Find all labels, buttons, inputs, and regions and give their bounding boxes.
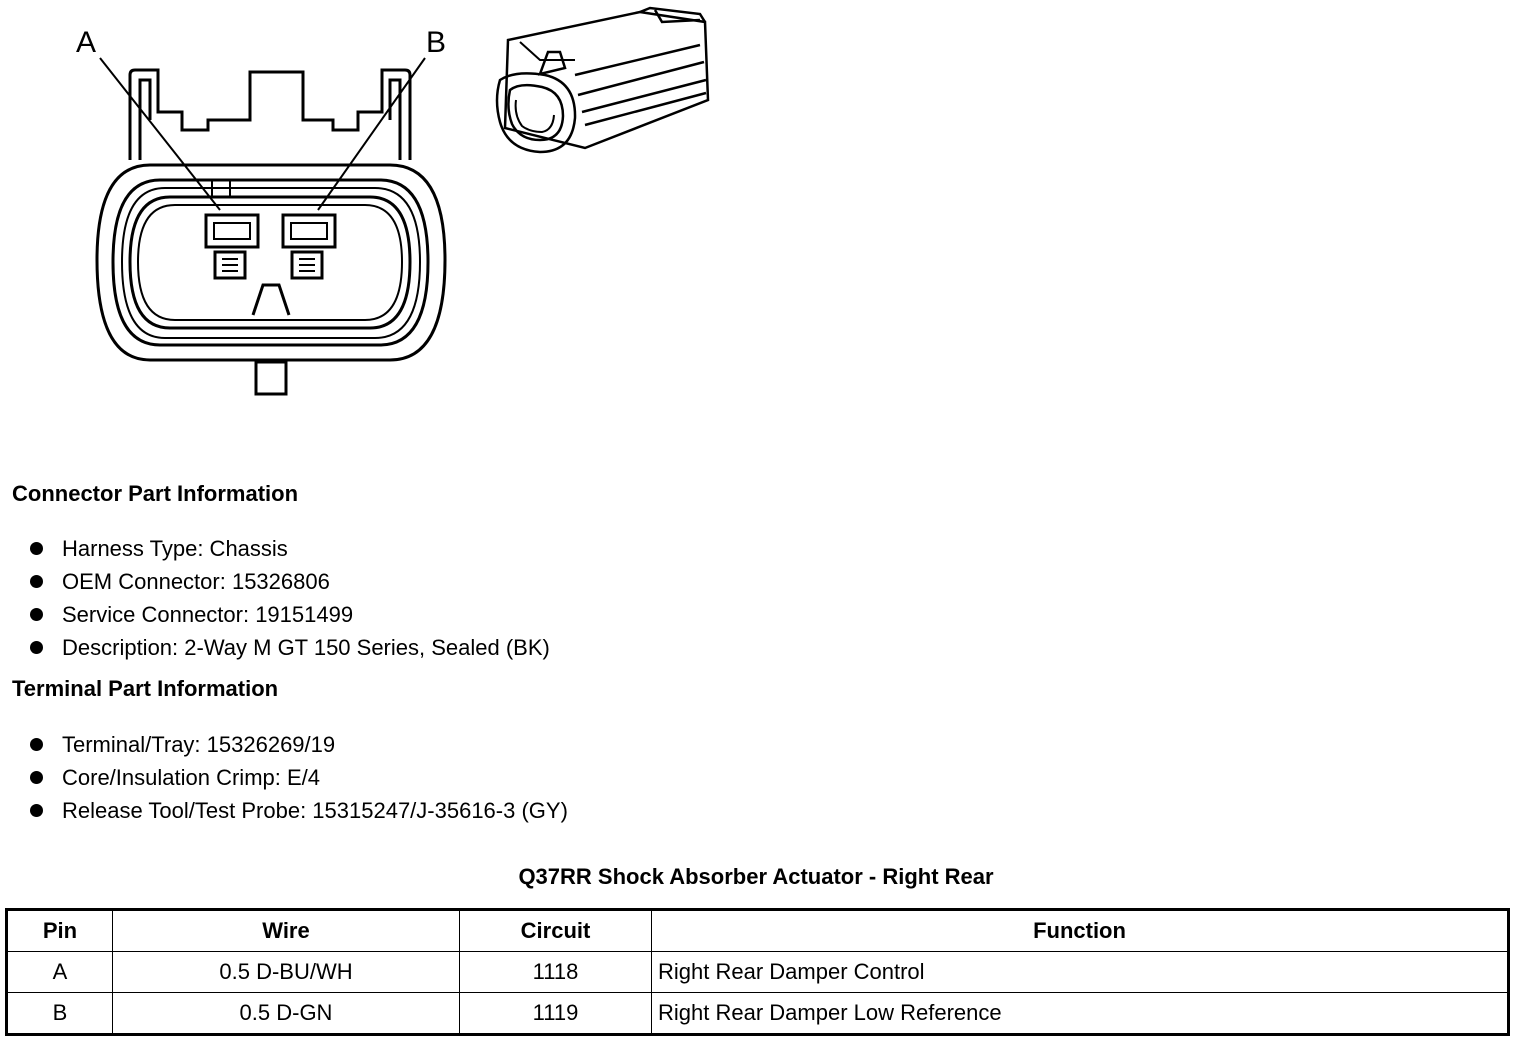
connector-part-info-list	[30, 532, 550, 664]
terminal-part-info-list	[30, 728, 568, 827]
list-item	[30, 598, 550, 631]
column-header-circuit: Circuit	[460, 910, 652, 952]
pin-table	[5, 908, 1510, 1036]
list-item-text: Service Connector: 19151499	[62, 602, 354, 627]
list-item-text: Core/Insulation Crimp: E/4	[62, 765, 320, 790]
bullet-icon	[30, 804, 43, 817]
table-row	[7, 952, 1509, 993]
list-item	[30, 532, 550, 565]
bullet-icon	[30, 542, 43, 555]
list-item	[30, 728, 568, 761]
cell-wire: 0.5 D-BU/WH	[113, 952, 460, 993]
list-item-text: Harness Type: Chassis	[62, 536, 288, 561]
terminal-part-info-heading: Terminal Part Information	[12, 676, 279, 701]
cell-function: Right Rear Damper Low Reference	[652, 993, 1509, 1035]
list-item	[30, 794, 568, 827]
connector-diagram	[0, 0, 760, 420]
table-header-row	[7, 910, 1509, 952]
cell-circuit: 1118	[460, 952, 652, 993]
column-header-pin: Pin	[7, 910, 113, 952]
bullet-icon	[30, 771, 43, 784]
pin-table-title: Q37RR Shock Absorber Actuator - Right Rear	[518, 864, 994, 889]
table-row	[7, 993, 1509, 1035]
list-item	[30, 761, 568, 794]
list-item	[30, 631, 550, 664]
pin-label-b: B	[426, 26, 447, 59]
list-item-text: Release Tool/Test Probe: 15315247/J-35616-3 (GY)	[62, 798, 568, 823]
cell-function: Right Rear Damper Control	[652, 952, 1509, 993]
bullet-icon	[30, 641, 43, 654]
cell-wire: 0.5 D-GN	[113, 993, 460, 1035]
column-header-function: Function	[652, 910, 1509, 952]
connector-part-info-heading: Connector Part Information	[12, 481, 299, 506]
list-item-text: Terminal/Tray: 15326269/19	[62, 732, 336, 757]
pin-label-a: A	[76, 26, 97, 59]
cell-circuit: 1119	[460, 993, 652, 1035]
connector-face-view-icon	[97, 58, 445, 394]
bullet-icon	[30, 575, 43, 588]
list-item	[30, 565, 550, 598]
bullet-icon	[30, 608, 43, 621]
cell-pin: B	[7, 993, 113, 1035]
list-item-text: OEM Connector: 15326806	[62, 569, 330, 594]
bullet-icon	[30, 738, 43, 751]
list-item-text: Description: 2-Way M GT 150 Series, Sealed (BK)	[62, 635, 550, 660]
connector-isometric-view-icon	[497, 8, 708, 152]
column-header-wire: Wire	[113, 910, 460, 952]
cell-pin: A	[7, 952, 113, 993]
